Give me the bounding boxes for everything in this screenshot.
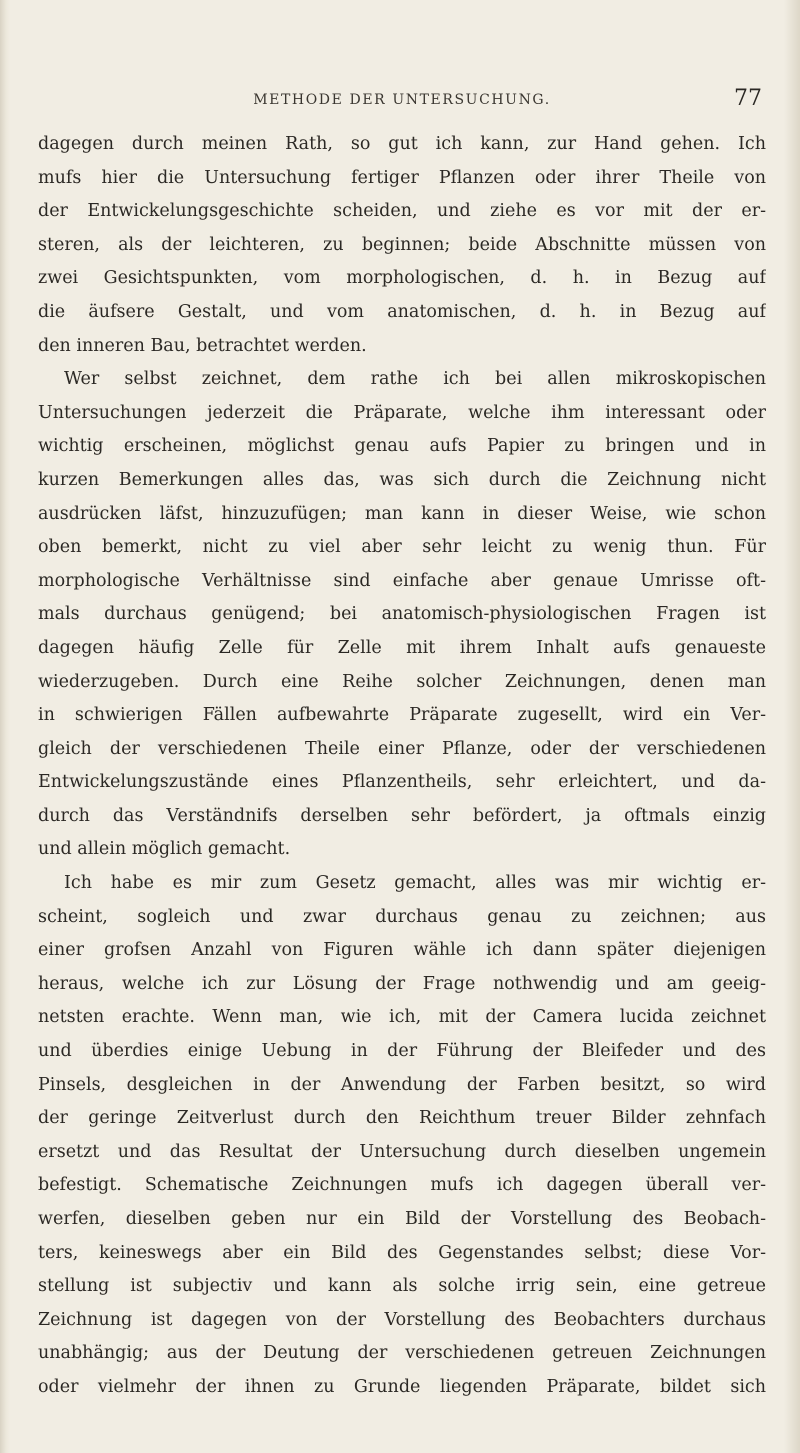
text-line: Zeichnung ist dagegen von der Vorstellung des Beobachters durchaus bbox=[38, 1309, 766, 1330]
text-line: kurzen Bemerkungen alles das, was sich durch die Zeichnung nicht bbox=[38, 469, 766, 490]
text-line: ersetzt und das Resultat der Untersuchung durch dieselben ungemein bbox=[38, 1141, 766, 1162]
text-line: wichtig erscheinen, möglichst genau aufs Papier zu bringen und in bbox=[38, 436, 766, 457]
text-line: zwei Gesichtspunkten, vom morphologischen, d. h. in Bezug auf bbox=[38, 268, 766, 289]
text-line: dagegen durch meinen Rath, so gut ich kann, zur Hand gehen. Ich bbox=[38, 134, 766, 154]
text-line: ters, keineswegs aber ein Bild des Gegenstandes selbst; diese Vor- bbox=[38, 1242, 766, 1263]
page-number: 77 bbox=[734, 86, 762, 111]
text-line: und allein möglich gemacht. bbox=[38, 839, 291, 860]
text-line: mals durchaus genügend; bei anatomisch-physiologischen Fragen ist bbox=[38, 604, 766, 625]
text-line: ausdrücken läfst, hinzuzufügen; man kann in dieser Weise, wie schon bbox=[38, 503, 766, 524]
text-line: netsten erachte. Wenn man, wie ich, mit der Camera lucida zeichnet bbox=[38, 1007, 766, 1028]
text-line: scheint, sogleich und zwar durchaus genau zu zeichnen; aus bbox=[38, 906, 766, 927]
text-line: Pinsels, desgleichen in der Anwendung der Farben besitzt, so wird bbox=[38, 1074, 766, 1095]
text-line: der geringe Zeitverlust durch den Reichthum treuer Bilder zehnfach bbox=[38, 1108, 766, 1129]
body-text bbox=[38, 128, 766, 1405]
text-line: der Entwickelungsgeschichte scheiden, und ziehe es vor mit der er- bbox=[38, 201, 766, 222]
text-line: heraus, welche ich zur Lösung der Frage nothwendig und am geeig- bbox=[38, 973, 766, 994]
text-line: wiederzugeben. Durch eine Reihe solcher Zeichnungen, denen man bbox=[38, 671, 766, 692]
text-line: steren, als der leichteren, zu beginnen; beide Abschnitte müssen von bbox=[38, 234, 766, 255]
text-line: den inneren Bau, betrachtet werden. bbox=[38, 335, 367, 356]
text-line: die äufsere Gestalt, und vom anatomischen, d. h. in Bezug auf bbox=[38, 301, 766, 322]
text-line: befestigt. Schematische Zeichnungen mufs ich dagegen überall ver- bbox=[38, 1175, 766, 1196]
text-line: stellung ist subjectiv und kann als solche irrig sein, eine getreue bbox=[38, 1276, 766, 1297]
text-line: Untersuchungen jederzeit die Präparate, welche ihm interessant oder bbox=[38, 402, 766, 423]
page-header bbox=[38, 86, 766, 120]
text-line: Entwickelungszustände eines Pflanzentheils, sehr erleichtert, und da- bbox=[38, 772, 766, 793]
text-line: durch das Verständnifs derselben sehr befördert, ja oftmals einzig bbox=[38, 805, 766, 826]
text-line: mufs hier die Untersuchung fertiger Pflanzen oder ihrer Theile von bbox=[38, 167, 766, 188]
text-line: einer grofsen Anzahl von Figuren wähle ich dann später diejenigen bbox=[38, 940, 766, 961]
text-line: dagegen häufig Zelle für Zelle mit ihrem Inhalt aufs genaueste bbox=[38, 637, 766, 658]
running-head: METHODE DER UNTERSUCHUNG. bbox=[253, 92, 551, 108]
text-line: oder vielmehr der ihnen zu Grunde liegenden Präparate, bildet sich bbox=[38, 1376, 766, 1397]
text-line: Wer selbst zeichnet, dem rathe ich bei allen mikroskopischen bbox=[64, 369, 766, 390]
text-line: unabhängig; aus der Deutung der verschiedenen getreuen Zeichnungen bbox=[38, 1343, 766, 1364]
text-line: und überdies einige Uebung in der Führung der Bleifeder und des bbox=[38, 1041, 766, 1062]
text-line: in schwierigen Fällen aufbewahrte Präparate zugesellt, wird ein Ver- bbox=[38, 705, 766, 726]
text-line: gleich der verschiedenen Theile einer Pflanze, oder der verschiedenen bbox=[38, 738, 766, 759]
text-line: werfen, dieselben geben nur ein Bild der Vorstellung des Beobach- bbox=[38, 1209, 766, 1229]
page-edge-right bbox=[784, 0, 800, 1453]
text-line: Ich habe es mir zum Gesetz gemacht, alles was mir wichtig er- bbox=[64, 873, 766, 894]
text-line: oben bemerkt, nicht zu viel aber sehr leicht zu wenig thun. Für bbox=[38, 537, 766, 558]
page-edge-left bbox=[0, 0, 10, 1453]
text-line: morphologische Verhältnisse sind einfache aber genaue Umrisse oft- bbox=[38, 570, 766, 591]
